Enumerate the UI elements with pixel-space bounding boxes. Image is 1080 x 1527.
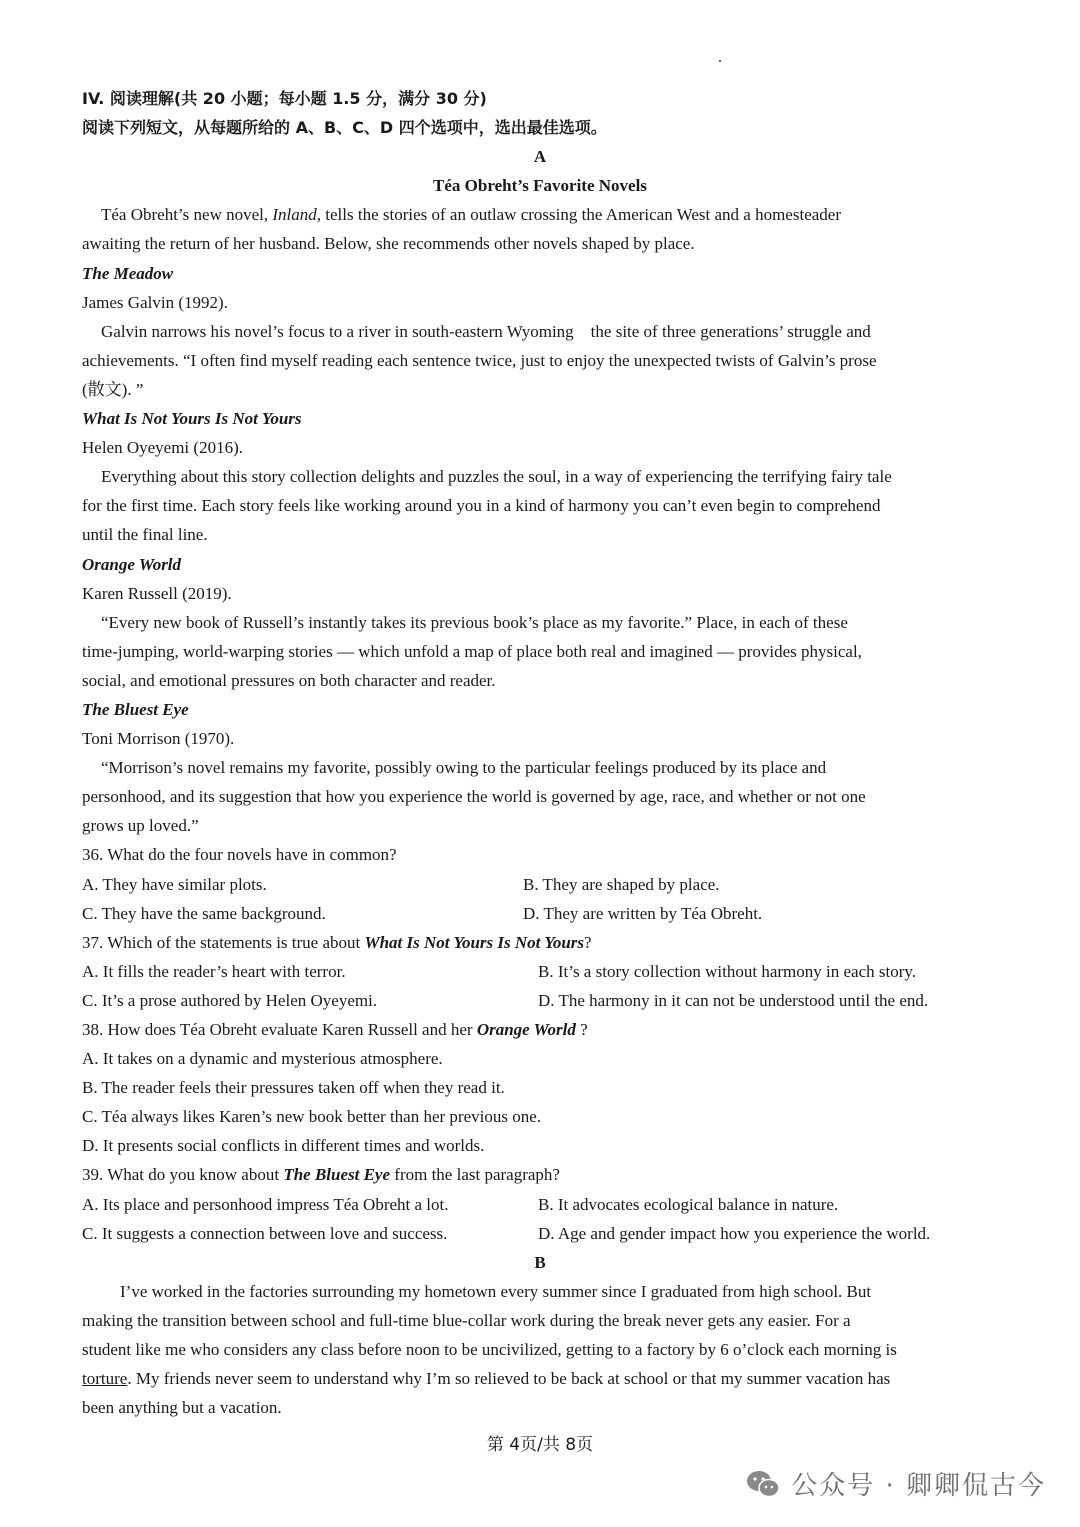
book-text: achievements. “I often find myself reading each sentence twice, just to enjoy the unexpected twists of Galvin’s prose — [82, 350, 877, 370]
section-instruction: 阅读下列短文，从每题所给的 A、B、C、D 四个选项中，选出最佳选项。 — [82, 118, 607, 138]
section-heading: IV. 阅读理解(共 20 小题；每小题 1.5 分，满分 30 分) — [82, 89, 487, 108]
stem-text: ? — [575, 1020, 588, 1039]
question-38-stem — [82, 1015, 998, 1044]
intro-book-title: Inland — [272, 205, 317, 225]
question-39-stem — [82, 1160, 998, 1189]
option-d: D. Age and gender impact how you experience the world. — [538, 1223, 931, 1243]
option-d: D. The harmony in it can not be understood until the end. — [538, 990, 929, 1010]
book-text: “Morrison’s novel remains my favorite, possibly owing to the particular feelings produced by its place and — [101, 758, 827, 778]
book-author: Helen Oyeyemi (2016). — [82, 438, 243, 458]
passage-b-label: B — [534, 1252, 546, 1272]
book-title: The Bluest Eye — [82, 699, 189, 719]
stem-book-title: Orange World — [476, 1020, 576, 1039]
passage-b-line: been anything but a vacation. — [82, 1398, 282, 1418]
passage-b-text: . My friends never seem to understand why I’m so relieved to be back at school or that my summer vacation has — [127, 1369, 891, 1389]
book-text: grows up loved.” — [82, 816, 199, 836]
option-c: C. It’s a prose authored by Helen Oyeyemi. — [82, 990, 378, 1010]
book-text: “Every new book of Russell’s instantly takes its previous book’s place as my favorite.” Place, in each of these — [101, 612, 848, 632]
question-36-stem: 36. What do the four novels have in common? — [82, 845, 397, 865]
book-text: for the first time. Each story feels like working around you in a kind of harmony you can’t even begin to comprehend — [82, 496, 881, 516]
intro-text: Téa Obreht’s new novel, — [101, 205, 273, 225]
option-a: A. They have similar plots. — [82, 874, 267, 894]
underlined-word: torture — [82, 1369, 128, 1389]
question-37-options-row-1 — [82, 957, 998, 986]
option-a: A. It takes on a dynamic and mysterious atmosphere. — [82, 1049, 443, 1069]
book-title: Orange World — [82, 554, 182, 574]
stem-text: 37. Which of the statements is true about — [82, 932, 365, 952]
book-text: until the final line. — [82, 525, 208, 545]
stem-text: from the last paragraph? — [390, 1165, 560, 1185]
intro-line-2: awaiting the return of her husband. Below, she recommends other novels shaped by place. — [82, 234, 695, 254]
option-b: B. It advocates ecological balance in nature. — [538, 1194, 839, 1214]
stem-text: 39. What do you know about — [82, 1165, 284, 1185]
book-text: (散文). ” — [82, 379, 144, 399]
page-number: 第 4页/共 8页 — [486, 1435, 594, 1455]
passage-b-line — [82, 1364, 998, 1393]
question-39-options-row-1 — [82, 1190, 998, 1219]
book-author: James Galvin (1992). — [82, 292, 228, 312]
wechat-icon — [745, 1469, 781, 1499]
book-title: The Meadow — [82, 263, 174, 283]
option-d: D. It presents social conflicts in different times and worlds. — [82, 1136, 485, 1156]
book-author: Toni Morrison (1970). — [82, 729, 235, 749]
passage-b-line: making the transition between school and full-time blue-collar work during the break never gets any easier. For a — [82, 1310, 851, 1330]
question-37-options-row-2 — [82, 986, 998, 1015]
book-title: What Is Not Yours Is Not Yours — [82, 409, 302, 429]
speck-dot — [719, 60, 721, 62]
intro-text: , tells the stories of an outlaw crossing the American West and a homesteader — [316, 205, 841, 225]
option-a: A. Its place and personhood impress Téa Obreht a lot. — [82, 1194, 449, 1214]
option-d: D. They are written by Téa Obreht. — [523, 903, 763, 923]
watermark — [745, 1465, 1046, 1502]
passage-b-line: student like me who considers any class before noon to be uncivilized, getting to a factory by 6 o’clock each morning is — [82, 1340, 897, 1360]
option-b: B. They are shaped by place. — [523, 874, 720, 894]
option-b: B. The reader feels their pressures taken off when they read it. — [82, 1078, 505, 1098]
stem-text: 38. How does Téa Obreht evaluate Karen Russell and her — [82, 1020, 477, 1039]
question-39-options-row-2 — [82, 1219, 998, 1248]
passage-a-title: Téa Obreht’s Favorite Novels — [433, 176, 647, 196]
passage-b-line: I’ve worked in the factories surrounding my hometown every summer since I graduated from high school. But — [120, 1281, 872, 1301]
book-text: time-jumping, world-warping stories — which unfold a map of place both real and imagined — provides physical, — [82, 641, 862, 661]
stem-text: ? — [584, 932, 592, 952]
option-b: B. It’s a story collection without harmony in each story. — [538, 961, 917, 981]
question-36-options-row-1 — [82, 870, 998, 899]
option-a: A. It fills the reader’s heart with terror. — [82, 961, 346, 981]
stem-book-title: What Is Not Yours Is Not Yours — [364, 932, 584, 952]
book-text: Everything about this story collection delights and puzzles the soul, in a way of experiencing the terrifying fairy tale — [101, 467, 892, 487]
question-36-options-row-2 — [82, 899, 998, 928]
question-37-stem — [82, 928, 998, 957]
passage-a-label: A — [533, 147, 547, 167]
book-author: Karen Russell (2019). — [82, 583, 232, 603]
watermark-text: 公众号 · 卿卿侃古今 — [791, 1471, 1046, 1501]
book-text: social, and emotional pressures on both character and reader. — [82, 670, 496, 690]
book-text: Galvin narrows his novel’s focus to a river in south-eastern Wyoming the site of three generations’ struggle and — [101, 321, 871, 341]
exam-page — [82, 84, 998, 1422]
option-c: C. They have the same background. — [82, 903, 326, 923]
option-c: C. Téa always likes Karen’s new book better than her previous one. — [82, 1107, 542, 1127]
book-text: personhood, and its suggestion that how you experience the world is governed by age, race, and whether or not one — [82, 787, 866, 807]
intro-line-1 — [82, 200, 998, 229]
option-c: C. It suggests a connection between love and success. — [82, 1223, 448, 1243]
stem-book-title: The Bluest Eye — [283, 1165, 391, 1185]
